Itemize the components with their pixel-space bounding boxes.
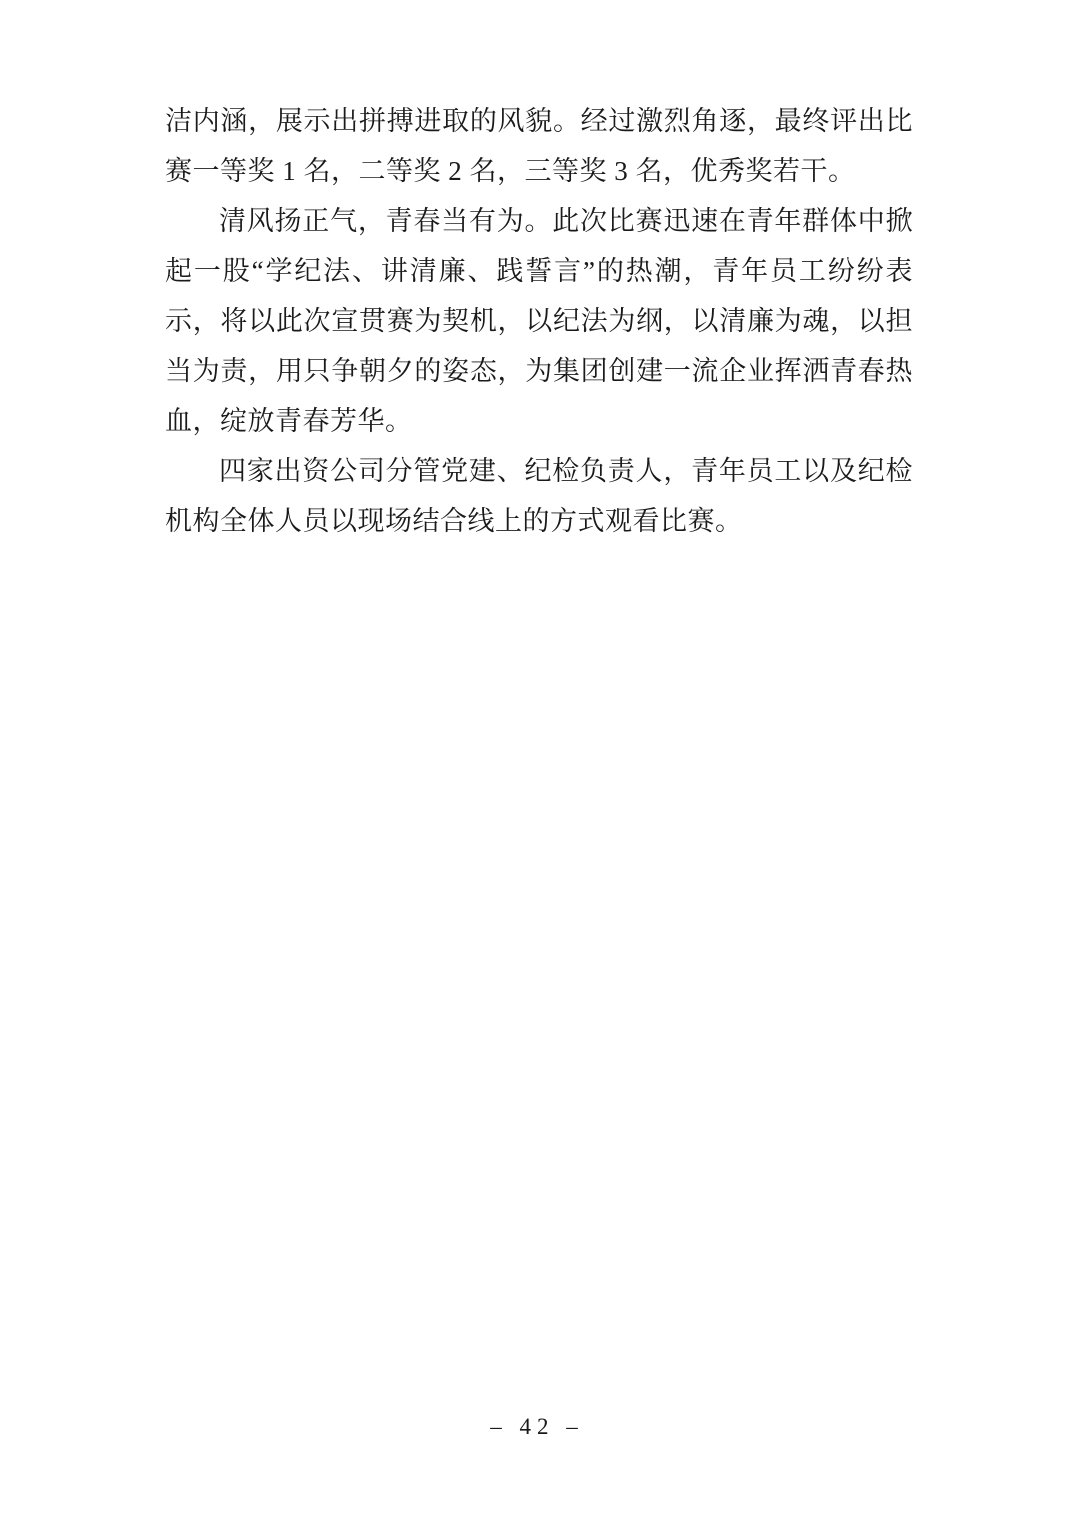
body-paragraph: 四家出资公司分管党建、纪检负责人，青年员工以及纪检机构全体人员以现场结合线上的方式观看比赛。 [165,456,913,536]
document-body [165,96,913,546]
body-paragraph: 清风扬正气，青春当有为。此次比赛迅速在青年群体中掀起一股“学纪法、讲清廉、践誓言”的热潮，青年员工纷纷表示，将以此次宣贯赛为契机，以纪法为纲，以清廉为魂，以担当为责，用只争朝夕的姿态，为集团创建一流企业挥洒青春热血，绽放青春芳华。 [165,206,913,436]
page-number: – 42 – [490,1414,584,1439]
body-paragraph-continuation: 洁内涵，展示出拼搏进取的风貌。经过激烈角逐，最终评出比赛一等奖 1 名，二等奖 2 名，三等奖 3 名，优秀奖若干。 [165,106,913,186]
page-footer [0,1414,1074,1440]
